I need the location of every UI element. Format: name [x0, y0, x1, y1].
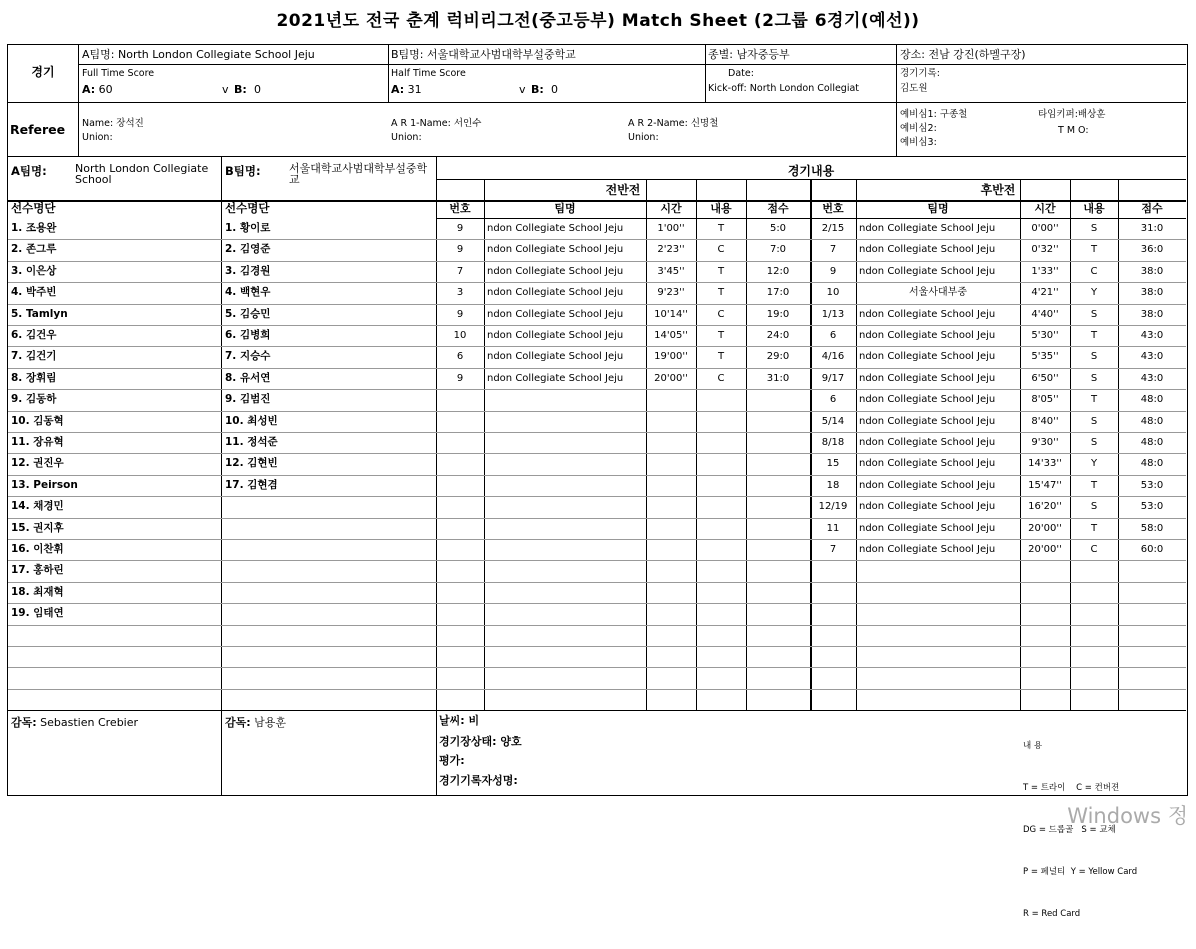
team-a-header: [82, 48, 386, 61]
team-a-label-2: A팀명:: [11, 164, 47, 178]
referee-row-label: Referee: [10, 122, 66, 137]
ar1-label: A R 1-Name:: [391, 118, 451, 129]
coach-b: [225, 716, 286, 729]
team-b-header: [391, 48, 703, 61]
rating: 평가:: [439, 754, 465, 767]
ar2: [628, 118, 718, 130]
second-half-type: S: [1090, 223, 1098, 234]
second-half-num: 6: [829, 330, 837, 341]
second-half-col-score: 점수: [1141, 202, 1163, 215]
team-b-player: 4. 백현우: [225, 286, 271, 299]
second-half-label: 후반전: [980, 183, 1016, 197]
category: [708, 48, 790, 61]
second-half-num: 15: [826, 458, 840, 470]
second-half-type: C: [1090, 265, 1098, 277]
second-half-num: 9/17: [821, 372, 845, 384]
second-half-num: 12/19: [818, 501, 848, 513]
second-half-num: 9: [829, 265, 837, 277]
venue: [900, 48, 1026, 61]
ar1-value: 서인수: [453, 118, 482, 129]
first-half-team: ndon Collegiate School Jeju: [487, 287, 624, 299]
second-half-team: 서울사대부중: [909, 287, 967, 299]
team-b-player: 11. 정석준: [225, 436, 278, 448]
ar1-union: Union:: [391, 132, 422, 143]
full-time-score: [82, 83, 382, 96]
team-a-player: 1. 조용완: [11, 222, 57, 234]
half-b-label: B:: [531, 83, 544, 96]
first-half-score: 17:0: [766, 287, 790, 299]
team-b-player: 7. 지승수: [225, 350, 271, 363]
full-a-score: 60: [98, 83, 113, 96]
second-half-team: ndon Collegiate School Jeju: [859, 351, 996, 363]
second-half-team: ndon Collegiate School Jeju: [859, 244, 996, 256]
ar2-label: A R 2-Name:: [628, 118, 688, 129]
team-b-player: 10. 최성빈: [225, 414, 278, 427]
full-b-label: B:: [234, 83, 247, 96]
referee-name-label: Name:: [82, 118, 114, 129]
second-half-team: ndon Collegiate School Jeju: [859, 330, 996, 341]
second-half-time: 15'47'': [1028, 479, 1062, 491]
first-half-score: 7:0: [769, 244, 787, 256]
first-half-score: 29:0: [766, 351, 790, 363]
team-b-player: 2. 김영준: [225, 243, 271, 256]
first-half-time: 1'00'': [657, 223, 685, 234]
timekeeper: 타임키퍼:배상훈: [1038, 109, 1106, 120]
second-half-num: 11: [826, 522, 840, 534]
second-half-score: 48:0: [1140, 415, 1164, 427]
second-half-type: T: [1090, 330, 1098, 341]
first-half-num: 9: [456, 308, 464, 320]
legend-line-2: DG = 드롭골 S = 교체: [1023, 825, 1116, 835]
first-half-time: 19'00'': [654, 351, 688, 363]
second-half-team: ndon Collegiate School Jeju: [859, 308, 996, 320]
reserve-2: 예비심2:: [900, 123, 937, 134]
first-half-num: 9: [456, 223, 464, 234]
first-half-score: 19:0: [766, 308, 790, 320]
team-a-player: 15. 권지후: [11, 521, 64, 534]
team-a-player: 3. 이은상: [11, 264, 57, 277]
second-half-num: 7: [829, 544, 837, 555]
events-section-label: 경기내용: [787, 164, 835, 178]
second-half-type: C: [1090, 544, 1098, 555]
second-half-time: 8'05'': [1031, 394, 1059, 406]
weather: 날씨: 비: [439, 714, 480, 727]
team-b-player: 3. 김경원: [225, 264, 271, 277]
kickoff: [708, 83, 894, 95]
first-half-num: 10: [453, 330, 467, 341]
full-b-score: 0: [254, 83, 261, 96]
first-half-type: C: [717, 372, 725, 384]
second-half-type: Y: [1090, 287, 1098, 299]
reserve-3: 예비심3:: [900, 137, 937, 148]
first-half-team: ndon Collegiate School Jeju: [487, 223, 624, 234]
referee-name: [82, 118, 144, 130]
second-half-score: 53:0: [1140, 501, 1164, 513]
half-b-score: 0: [551, 83, 558, 96]
second-half-col-num: 번호: [822, 202, 844, 215]
coach-a-value: Sebastien Crebier: [40, 716, 139, 729]
second-half-team: ndon Collegiate School Jeju: [859, 544, 996, 555]
venue-value: 전남 강진(하멜구장): [928, 48, 1026, 61]
second-half-score: 31:0: [1140, 223, 1164, 234]
second-half-type: S: [1090, 372, 1098, 384]
second-half-team: ndon Collegiate School Jeju: [859, 394, 996, 406]
second-half-type: S: [1090, 437, 1098, 448]
first-half-col-team: 팀명: [554, 202, 576, 215]
second-half-type: T: [1090, 244, 1098, 256]
coach-a-label: 감독:: [11, 716, 37, 729]
second-half-time: 9'30'': [1031, 437, 1059, 448]
ar1: [391, 118, 481, 130]
legend-line-1: T = 트라이 C = 컨버젼: [1023, 783, 1120, 793]
second-half-time: 8'40'': [1031, 415, 1059, 427]
second-half-score: 43:0: [1140, 351, 1164, 363]
second-half-num: 6: [829, 394, 837, 406]
reserve-1: 예비심1: 구종철: [900, 109, 968, 120]
first-half-num: 7: [456, 265, 464, 277]
team-b-label: B팀명:: [391, 48, 424, 61]
second-half-score: 48:0: [1140, 458, 1164, 470]
first-half-type: T: [717, 265, 725, 277]
team-a-player: 4. 박주빈: [11, 286, 57, 299]
kickoff-label: Kick-off:: [708, 83, 747, 94]
second-half-num: 18: [826, 479, 840, 491]
first-half-col-score: 점수: [767, 202, 789, 215]
full-a-label: A:: [82, 83, 96, 96]
second-half-score: 43:0: [1140, 330, 1164, 341]
sheet-title: 2021년도 전국 춘계 럭비리그전(중고등부) Match Sheet (2그룹 6경기(예선)): [276, 11, 920, 31]
first-half-team: ndon Collegiate School Jeju: [487, 351, 624, 363]
ar2-value: 신명철: [690, 118, 719, 129]
full-v: v: [222, 83, 229, 96]
windows-watermark: Windows 정: [1067, 804, 1188, 828]
second-half-time: 20'00'': [1028, 522, 1062, 534]
team-a-player: 14. 채경민: [11, 500, 64, 513]
second-half-score: 38:0: [1140, 308, 1164, 320]
first-half-type: C: [717, 308, 725, 320]
second-half-score: 53:0: [1140, 479, 1164, 491]
half-a-score: 31: [407, 83, 422, 96]
first-half-time: 9'23'': [657, 287, 685, 299]
second-half-team: ndon Collegiate School Jeju: [859, 265, 996, 277]
team-a-player: 13. Peirson: [11, 478, 78, 491]
first-half-type: T: [717, 287, 725, 299]
first-half-score: 5:0: [769, 223, 787, 234]
coach-b-value: 남용훈: [254, 716, 287, 729]
team-b-label-2: B팀명:: [225, 164, 261, 178]
team-a-label: A팀명:: [82, 48, 115, 61]
first-half-time: 14'05'': [654, 330, 688, 341]
second-half-time: 4'21'': [1031, 287, 1059, 299]
coach-b-label: 감독:: [225, 716, 251, 729]
half-time-label: Half Time Score: [391, 68, 466, 79]
date-label: Date:: [728, 68, 754, 79]
referee-name-value: 장석진: [116, 118, 144, 129]
full-time-label: Full Time Score: [82, 68, 155, 79]
team-b-player: 8. 유서연: [225, 371, 271, 384]
team-b-player: 1. 황이로: [225, 222, 271, 234]
first-half-num: 6: [456, 351, 464, 363]
first-half-time: 20'00'': [654, 372, 688, 384]
second-half-team: ndon Collegiate School Jeju: [859, 458, 996, 470]
team-a-player: 9. 김동하: [11, 393, 57, 406]
coach-a: [11, 716, 138, 729]
team-b-player: 17. 김현겸: [225, 478, 278, 491]
second-half-time: 1'33'': [1031, 265, 1059, 277]
second-half-team: ndon Collegiate School Jeju: [859, 372, 996, 384]
first-half-team: ndon Collegiate School Jeju: [487, 308, 624, 320]
second-half-type: S: [1090, 351, 1098, 363]
second-half-team: ndon Collegiate School Jeju: [859, 223, 996, 234]
second-half-type: T: [1090, 394, 1098, 406]
team-b-player: 9. 김범진: [225, 393, 271, 406]
first-half-type: C: [717, 244, 725, 256]
second-half-score: 48:0: [1140, 437, 1164, 448]
first-half-num: 9: [456, 372, 464, 384]
second-half-num: 8/18: [821, 437, 845, 448]
team-a-player: 19. 임태연: [11, 607, 64, 620]
team-a-player: 17. 홍하린: [11, 564, 64, 577]
half-a-label: A:: [391, 83, 405, 96]
second-half-score: 36:0: [1140, 244, 1164, 256]
second-half-num: 4/16: [821, 351, 845, 363]
ground-condition: 경기장상태: 양호: [439, 735, 522, 748]
first-half-col-time: 시간: [660, 202, 682, 215]
first-half-num: 3: [456, 287, 464, 299]
second-half-num: 2/15: [821, 223, 845, 234]
team-a-player: 16. 이찬휘: [11, 543, 64, 555]
second-half-time: 4'40'': [1031, 308, 1059, 320]
first-half-score: 12:0: [766, 265, 790, 277]
second-half-time: 6'50'': [1031, 372, 1059, 384]
second-half-score: 60:0: [1140, 544, 1164, 555]
team-a-player: 2. 존그루: [11, 243, 57, 256]
record-label: 경기기록:: [900, 68, 940, 79]
team-a-player: 18. 최재혁: [11, 585, 64, 598]
first-half-time: 2'23'': [657, 244, 685, 256]
second-half-score: 38:0: [1140, 287, 1164, 299]
referee-union: Union:: [82, 132, 113, 143]
record-name: 김도원: [900, 83, 928, 94]
legend-line-3: P = 페널티 Y = Yellow Card: [1023, 867, 1138, 877]
team-a-player: 8. 장휘림: [11, 371, 57, 384]
second-half-time: 5'35'': [1031, 351, 1059, 363]
second-half-time: 16'20'': [1028, 501, 1062, 513]
team-a-player: 10. 김동혁: [11, 414, 64, 427]
recorder-sign: 경기기록자성명:: [439, 774, 518, 787]
second-half-time: 20'00'': [1028, 544, 1062, 555]
half-time-score: [391, 83, 691, 96]
second-half-type: S: [1090, 308, 1098, 320]
team-a-player: 12. 권진우: [11, 457, 64, 470]
second-half-type: T: [1090, 479, 1098, 491]
first-half-type: T: [717, 223, 725, 234]
first-half-team: ndon Collegiate School Jeju: [487, 372, 624, 384]
team-a-name-2: North London Collegiate School: [75, 162, 209, 186]
second-half-type: Y: [1090, 458, 1098, 470]
second-half-time: 5'30'': [1031, 330, 1059, 341]
category-value: 남자중등부: [736, 48, 790, 61]
second-half-col-time: 시간: [1034, 202, 1056, 215]
kickoff-value: North London Collegiat: [749, 83, 860, 94]
second-half-type: S: [1090, 415, 1098, 427]
second-half-col-type: 내용: [1083, 202, 1105, 215]
first-half-team: ndon Collegiate School Jeju: [487, 244, 624, 256]
legend-line-4: R = Red Card: [1023, 909, 1081, 919]
team-a-player: 11. 장유혁: [11, 436, 64, 448]
legend-title: 내 용: [1023, 741, 1043, 751]
first-half-col-type: 내용: [710, 202, 732, 215]
second-half-type: T: [1090, 522, 1098, 534]
second-half-num: 7: [829, 244, 837, 256]
second-half-team: ndon Collegiate School Jeju: [859, 522, 996, 534]
a-roster-header: 선수명단: [11, 201, 56, 215]
second-half-time: 14'33'': [1028, 458, 1062, 470]
second-half-score: 38:0: [1140, 265, 1164, 277]
match-row-label: 경기: [31, 65, 55, 79]
first-half-num: 9: [456, 244, 464, 256]
second-half-col-team: 팀명: [927, 202, 949, 215]
first-half-team: ndon Collegiate School Jeju: [487, 330, 624, 341]
venue-label: 장소:: [900, 48, 925, 61]
second-half-type: S: [1090, 501, 1098, 513]
second-half-time: 0'32'': [1031, 244, 1059, 256]
second-half-team: ndon Collegiate School Jeju: [859, 501, 996, 513]
ar2-union: Union:: [628, 132, 659, 143]
first-half-score: 31:0: [766, 372, 790, 384]
second-half-score: 43:0: [1140, 372, 1164, 384]
legend: [1023, 711, 1137, 949]
team-a-player: 7. 김건기: [11, 350, 57, 363]
category-label: 종별:: [708, 48, 733, 61]
second-half-num: 10: [826, 287, 840, 299]
second-half-time: 0'00'': [1031, 223, 1059, 234]
team-b-player: 6. 김병희: [225, 329, 271, 341]
second-half-score: 58:0: [1140, 522, 1164, 534]
first-half-label: 전반전: [605, 183, 641, 197]
first-half-time: 3'45'': [657, 265, 685, 277]
first-half-type: T: [717, 351, 725, 363]
team-b-player: 12. 김현빈: [225, 457, 278, 470]
first-half-type: T: [717, 330, 725, 341]
second-half-team: ndon Collegiate School Jeju: [859, 479, 996, 491]
team-b-player: 5. 김승민: [225, 307, 271, 320]
team-a-player: 6. 김건우: [11, 329, 57, 341]
second-half-team: ndon Collegiate School Jeju: [859, 415, 996, 427]
second-half-score: 48:0: [1140, 394, 1164, 406]
team-a-name: North London Collegiate School Jeju: [117, 48, 315, 61]
team-b-name-2: 서울대학교사범대학부설중학교: [289, 162, 428, 186]
second-half-num: 5/14: [821, 415, 845, 427]
first-half-time: 10'14'': [654, 308, 688, 320]
second-half-num: 1/13: [821, 308, 845, 320]
first-half-col-num: 번호: [449, 202, 471, 215]
team-b-name: 서울대학교사범대학부설중학교: [427, 48, 576, 61]
first-half-team: ndon Collegiate School Jeju: [487, 265, 624, 277]
second-half-team: ndon Collegiate School Jeju: [859, 437, 996, 448]
team-a-player: 5. Tamlyn: [11, 307, 68, 320]
tmo: T M O:: [1058, 125, 1089, 136]
half-v: v: [519, 83, 526, 96]
b-roster-header: 선수명단: [225, 201, 270, 215]
first-half-score: 24:0: [766, 330, 790, 341]
